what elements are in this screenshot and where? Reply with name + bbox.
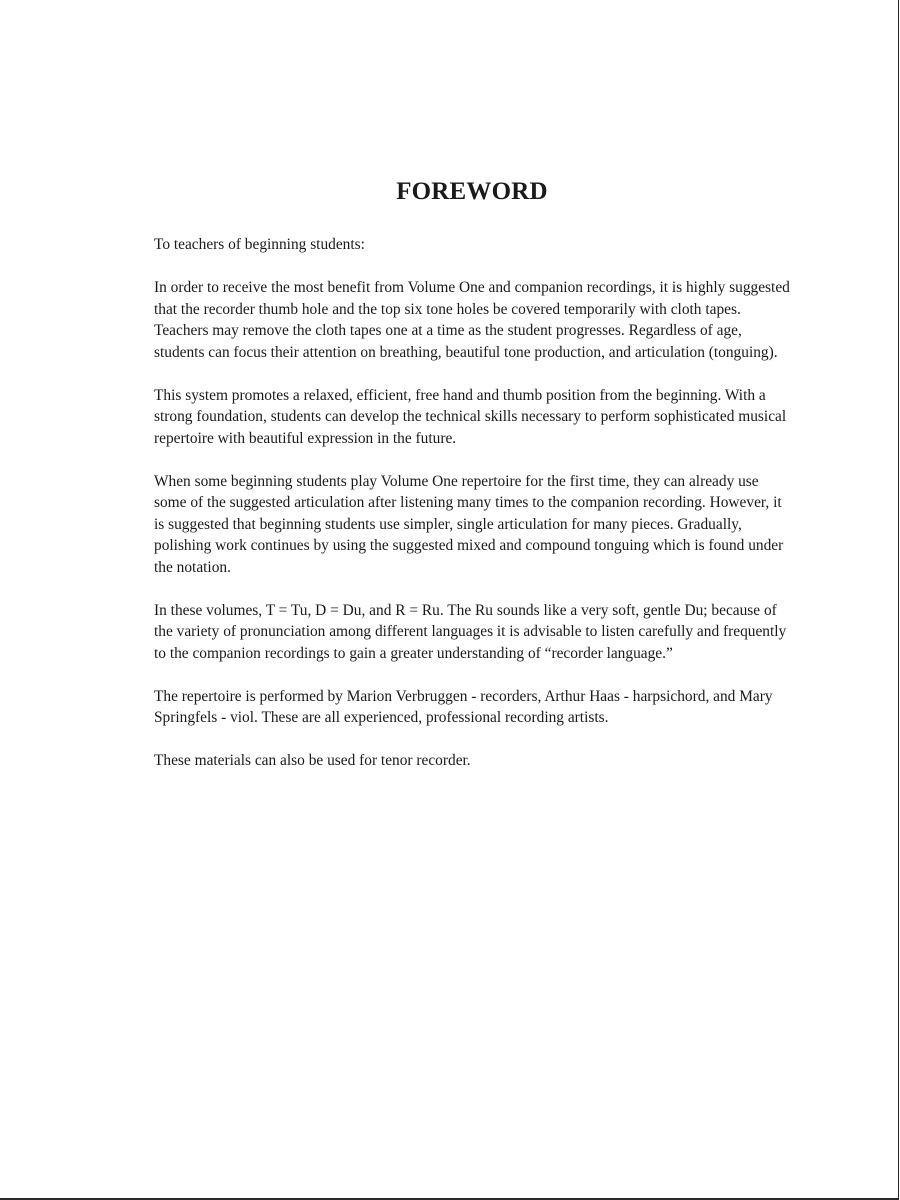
page-title: FOREWORD xyxy=(396,178,548,205)
document-body xyxy=(154,234,794,793)
paragraph-syllables: In these volumes, T = Tu, D = Du, and R = Ru. The Ru sounds like a very soft, gentle Du; because of the variety of pronunciation among different languages it is advisable to listen carefully and frequently to the companion recordings to gain a greater understanding of “recorder language.” xyxy=(154,601,787,662)
paragraph-system: This system promotes a relaxed, efficient, free hand and thumb position from the beginning. With a strong foundation, students can develop the technical skills necessary to perform sophisticated musical repertoire with beautiful expression in the future. xyxy=(154,386,787,447)
greeting: To teachers of beginning students: xyxy=(154,236,365,253)
paragraph-performers: The repertoire is performed by Marion Verbruggen - recorders, Arthur Haas - harpsichord, and Mary Springfels - viol. These are all experienced, professional recording artists. xyxy=(154,687,773,726)
paragraph-articulation: When some beginning students play Volume One repertoire for the first time, they can already use some of the suggested articulation after listening many times to the companion recording. However, it is suggested that beginning students use simpler, single articulation for many pieces. Gradually, polishing work continues by using the suggested mixed and compound tonguing which is found under the notation. xyxy=(154,472,784,576)
paragraph-tapes: In order to receive the most benefit from Volume One and companion recordings, it is highly suggested that the recorder thumb hole and the top six tone holes be covered temporarily with cloth tapes. Teachers may remove the cloth tapes one at a time as the student progresses. Regardless of age, students can focus their attention on breathing, beautiful tone production, and articulation (tonguing). xyxy=(154,279,790,361)
paragraph-tenor: These materials can also be used for tenor recorder. xyxy=(154,752,471,769)
